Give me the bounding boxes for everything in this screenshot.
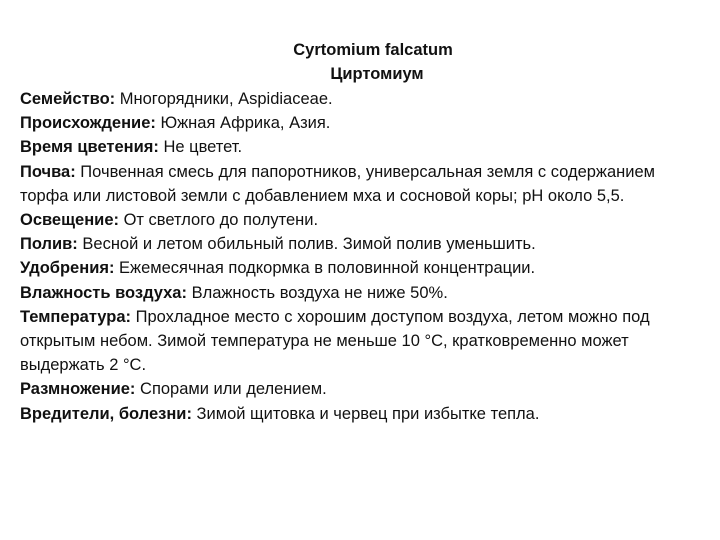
entry-value: Влажность воздуха не ниже 50%. [186,283,448,302]
entry-soil [20,160,700,208]
plant-latin-name: Cyrtomium falcatum [293,41,453,59]
entry-value: Ежемесячная подкормка в половинной концентрации. [114,259,536,278]
entry-value: Зимой щитовка и червец при избытке тепла. [191,404,540,423]
entry-label: Происхождение: [20,114,156,133]
entry-propagation [20,377,700,401]
entry-value: Почвенная смесь для папоротников, универсальная земля с содержанием торфа или листовой земли с добавлением мха и сосновой коры; pH около 5,5. [20,162,655,205]
entry-temperature [20,305,700,378]
entry-label: Почва: [20,162,76,181]
plant-common-name: Циртомиум [330,65,424,83]
plant-care-list [20,87,700,426]
entry-pests-diseases [20,402,700,426]
entry-label: Освещение: [20,211,119,230]
entry-flowering-time [20,135,700,159]
entry-label: Время цветения: [20,138,159,157]
entry-value: Спорами или делением. [135,380,327,399]
entry-fertilizer [20,256,700,280]
entry-watering [20,232,700,256]
entry-origin [20,111,700,135]
entry-label: Вредители, болезни: [20,404,192,423]
entry-value: Многорядники, Aspidiaceae. [115,90,333,108]
entry-label: Влажность воздуха: [20,283,187,302]
entry-label: Полив: [20,235,78,254]
entry-humidity [20,281,700,305]
entry-value: Весной и летом обильный полив. Зимой полив уменьшить. [77,235,536,254]
entry-family [20,87,700,111]
entry-value: Не цветет. [158,138,243,157]
entry-label: Температура: [20,307,132,326]
entry-label: Удобрения: [20,259,115,278]
entry-value: Прохладное место с хорошим доступом воздуха, летом можно под открытым небом. Зимой температура не меньше 10 °С, кратковременно может выдержать 2 °С. [20,307,650,375]
entry-label: Размножение: [20,380,136,399]
entry-label: Семейство: [20,90,116,108]
entry-lighting [20,208,700,232]
entry-value: От светлого до полутени. [119,211,319,230]
title-block [20,38,700,86]
entry-value: Южная Африка, Азия. [155,114,331,133]
